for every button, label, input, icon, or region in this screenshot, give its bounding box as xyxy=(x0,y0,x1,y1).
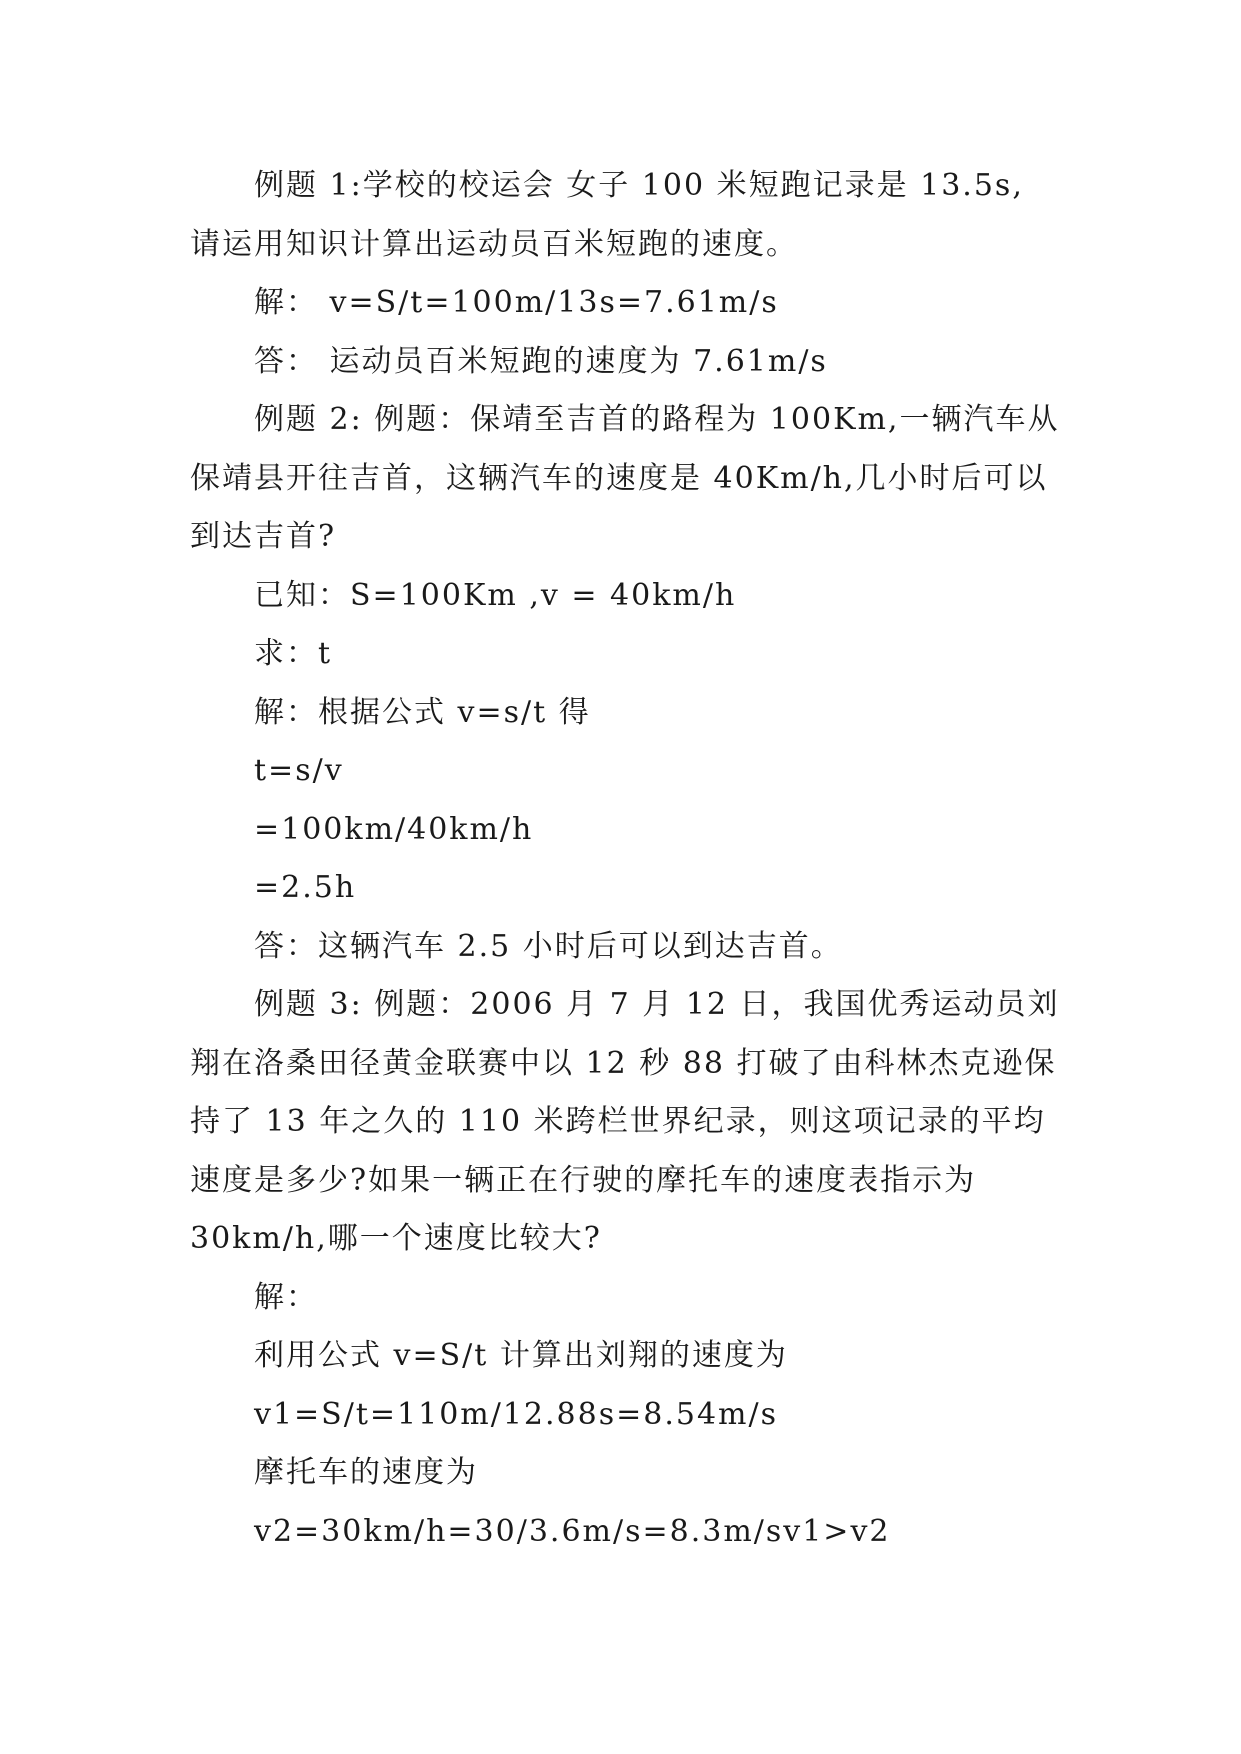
text-line: 解：根据公式 v=s/t 得 xyxy=(254,694,591,730)
text-line: 到达吉首? xyxy=(190,519,337,554)
text-line: 答：这辆汽车 2.5 小时后可以到达吉首。 xyxy=(254,928,843,964)
text-line: v1=S/t=110m/12.88s=8.54m/s xyxy=(254,1396,779,1432)
text-line: 已知：S=100Km ,v = 40km/h xyxy=(254,577,737,613)
text-line: 答： 运动员百米短跑的速度为 7.61m/s xyxy=(254,343,828,379)
text-line: 例题 3: 例题：2006 月 7 月 12 日，我国优秀运动员刘 xyxy=(254,987,1060,1022)
text-line: 请运用知识计算出运动员百米短跑的速度。 xyxy=(190,226,798,262)
text-line: t=s/v xyxy=(254,753,344,788)
text-line: 摩托车的速度为 xyxy=(254,1455,478,1490)
text-line: 解： v=S/t=100m/13s=7.61m/s xyxy=(254,285,779,320)
text-line: 利用公式 v=S/t 计算出刘翔的速度为 xyxy=(254,1338,788,1373)
text-line: 例题 1:学校的校运会 女子 100 米短跑记录是 13.5s, xyxy=(254,168,1024,203)
text-line: v2=30km/h=30/3.6m/s=8.3m/sv1>v2 xyxy=(254,1513,891,1549)
text-line: 保靖县开往吉首，这辆汽车的速度是 40Km/h,几小时后可以 xyxy=(190,460,1048,496)
text-line: 持了 13 年之久的 110 米跨栏世界纪录，则这项记录的平均 xyxy=(190,1104,1046,1139)
text-line: 求：t xyxy=(254,636,333,671)
text-line: =2.5h xyxy=(254,870,357,905)
text-line: 30km/h,哪一个速度比较大? xyxy=(190,1221,602,1256)
text-line: 解： xyxy=(254,1279,318,1315)
text-line: 例题 2: 例题：保靖至吉首的路程为 100Km,一辆汽车从 xyxy=(254,402,1060,437)
text-line: 速度是多少?如果一辆正在行驶的摩托车的速度表指示为 xyxy=(190,1162,977,1198)
text-line: 翔在洛桑田径黄金联赛中以 12 秒 88 打破了由科林杰克逊保 xyxy=(190,1045,1057,1081)
document-body xyxy=(190,157,1060,1561)
text-line: =100km/40km/h xyxy=(254,811,534,847)
